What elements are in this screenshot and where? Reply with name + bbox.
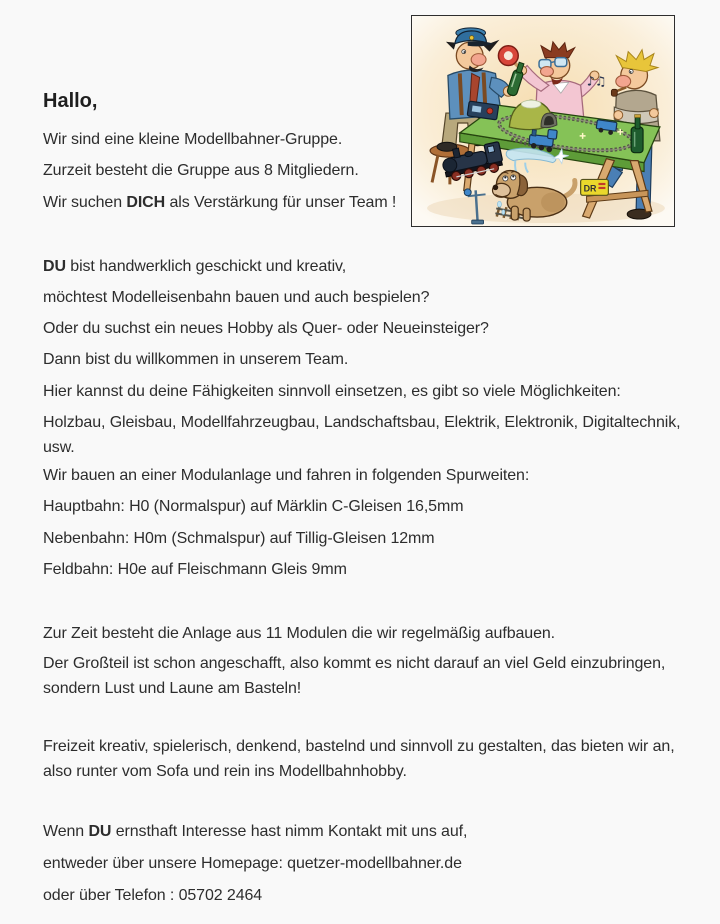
music-note-icon: ♪♫ <box>586 74 607 90</box>
pitch-line-5: Hier kannst du deine Fähigkeiten sinnvoll einsetzen, es gibt so viele Möglichkeiten: <box>43 383 621 400</box>
greeting-heading: Hallo, <box>43 90 98 112</box>
pitch-line-4: Dann bist du willkommen in unserem Team. <box>43 351 349 368</box>
gauge-line-3: Feldbahn: H0e auf Fleischmann Gleis 9mm <box>43 561 347 578</box>
contact-pre: Wenn <box>43 823 89 840</box>
gauge-line-2: Nebenbahn: H0m (Schmalspur) auf Tillig-Gleisen 12mm <box>43 530 435 547</box>
intro-seek-pre: Wir suchen <box>43 194 127 211</box>
intro-line-3 <box>43 190 396 215</box>
offer-line-1: Freizeit kreativ, spielerisch, denkend, bastelnd und sinnvoll zu gestalten, das bieten wir an, <box>43 738 675 755</box>
contact-line-1 <box>43 819 467 844</box>
gauge-line-1: Hauptbahn: H0 (Normalspur) auf Märklin C-Gleisen 16,5mm <box>43 498 464 515</box>
intro-line-2: Zurzeit besteht die Gruppe aus 8 Mitgliedern. <box>43 162 359 179</box>
intro-seek-bold: DICH <box>126 194 166 211</box>
pitch-line-2: möchtest Modelleisenbahn bauen und auch bespielen? <box>43 289 430 306</box>
layout-line-2a: Der Großteil ist schon angeschafft, also kommt es nicht darauf an viel Geld einzubringen, <box>43 655 666 672</box>
intro-seek-post: als Verstärkung für unser Team ! <box>165 194 397 211</box>
plate-text: DR <box>583 183 597 194</box>
intro-line-1: Wir sind eine kleine Modellbahner-Gruppe. <box>43 131 343 148</box>
cartoon-frame <box>411 15 675 227</box>
layout-line-1: Zur Zeit besteht die Anlage aus 11 Modulen die wir regelmäßig aufbauen. <box>43 625 556 642</box>
model-railway-cartoon <box>412 16 674 226</box>
layout-line-2b: sondern Lust und Laune am Basteln! <box>43 680 302 697</box>
contact-homepage-line: entweder über unsere Homepage: quetzer-modellbahner.de <box>43 855 462 872</box>
pitch-du-rest: bist handwerklich geschickt und kreativ, <box>65 258 347 275</box>
contact-phone-line: oder über Telefon : 05702 2464 <box>43 887 263 904</box>
pitch-line-1 <box>43 254 346 279</box>
contact-du-bold: DU <box>88 823 112 840</box>
pitch-du-bold: DU <box>43 258 66 275</box>
skills-line-2: usw. <box>43 439 75 456</box>
contact-post: ernsthaft Interesse hast nimm Kontakt mit uns auf, <box>111 823 468 840</box>
yellow-plate <box>581 179 609 195</box>
pitch-line-3: Oder du suchst ein neues Hobby als Quer- oder Neueinsteiger? <box>43 320 489 337</box>
skills-line-1: Holzbau, Gleisbau, Modellfahrzeugbau, Landschaftsbau, Elektrik, Elektronik, Digitaltechnik, <box>43 414 681 431</box>
offer-line-2: also runter vom Sofa und rein ins Modellbahnhobby. <box>43 763 407 780</box>
pitch-line-6: Wir bauen an einer Modulanlage und fahren in folgenden Spurweiten: <box>43 467 530 484</box>
